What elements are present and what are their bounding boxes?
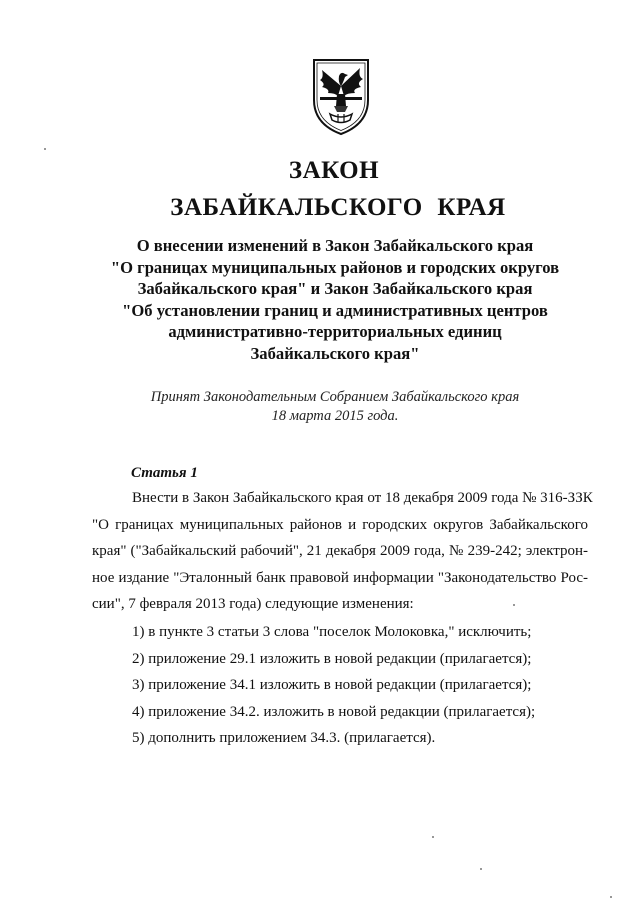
- law-subtitle: [100, 235, 570, 364]
- adoption-line: Принят Законодательным Собранием Забайкальского края: [150, 389, 520, 405]
- adoption-date: 18 марта 2015 года.: [271, 408, 399, 424]
- coat-of-arms-eagle-icon: [308, 56, 374, 136]
- subtitle-line: "Об установлении границ и административных центров: [122, 300, 548, 320]
- list-item: 1) в пункте 3 статьи 3 слова "поселок Молоковка," исключить;: [132, 624, 532, 640]
- list-item: 3) приложение 34.1 изложить в новой редакции (прилагается);: [132, 677, 532, 694]
- scan-speck: [513, 604, 515, 606]
- paragraph-line: "О границах муниципальных районов и городских округов Забайкальского: [92, 516, 588, 533]
- adoption-note: [100, 388, 570, 426]
- subtitle-line: Забайкальского края" и Закон Забайкальского края: [137, 279, 533, 298]
- paragraph-line: края" ("Забайкальский рабочий", 21 декабря 2009 года, № 239-242; электрон-: [92, 543, 588, 560]
- paragraph-line: Внести в Закон Забайкальского края от 18 декабря 2009 года № 316-ЗЗК: [132, 490, 593, 506]
- document-title-line1: ЗАКОН: [288, 157, 380, 184]
- subtitle-line: О внесении изменений в Закон Забайкальского края: [136, 236, 534, 255]
- paragraph-line: ное издание "Эталонный банк правовой информации "Законодательство Рос-: [92, 569, 588, 586]
- list-item: 4) приложение 34.2. изложить в новой редакции (прилагается);: [132, 703, 536, 720]
- paragraph-line: сии", 7 февраля 2013 года) следующие изменения:: [92, 596, 414, 613]
- scan-speck: [610, 896, 612, 898]
- amendments-list: [132, 619, 535, 752]
- article-paragraph: [92, 485, 593, 618]
- subtitle-line: административно-территориальных единиц: [168, 322, 502, 341]
- scan-speck: [44, 148, 46, 150]
- scan-speck: [480, 868, 482, 870]
- subtitle-line: Забайкальского края": [250, 343, 420, 363]
- article-heading: Статья 1: [131, 465, 198, 481]
- document-title-line2: ЗАБАЙКАЛЬСКОГО КРАЯ: [170, 194, 506, 221]
- list-item: 5) дополнить приложением 34.3. (прилагается).: [132, 730, 436, 747]
- list-item: 2) приложение 29.1 изложить в новой редакции (прилагается);: [132, 650, 532, 667]
- scan-speck: [432, 836, 434, 838]
- subtitle-line: "О границах муниципальных районов и городских округов: [110, 257, 560, 277]
